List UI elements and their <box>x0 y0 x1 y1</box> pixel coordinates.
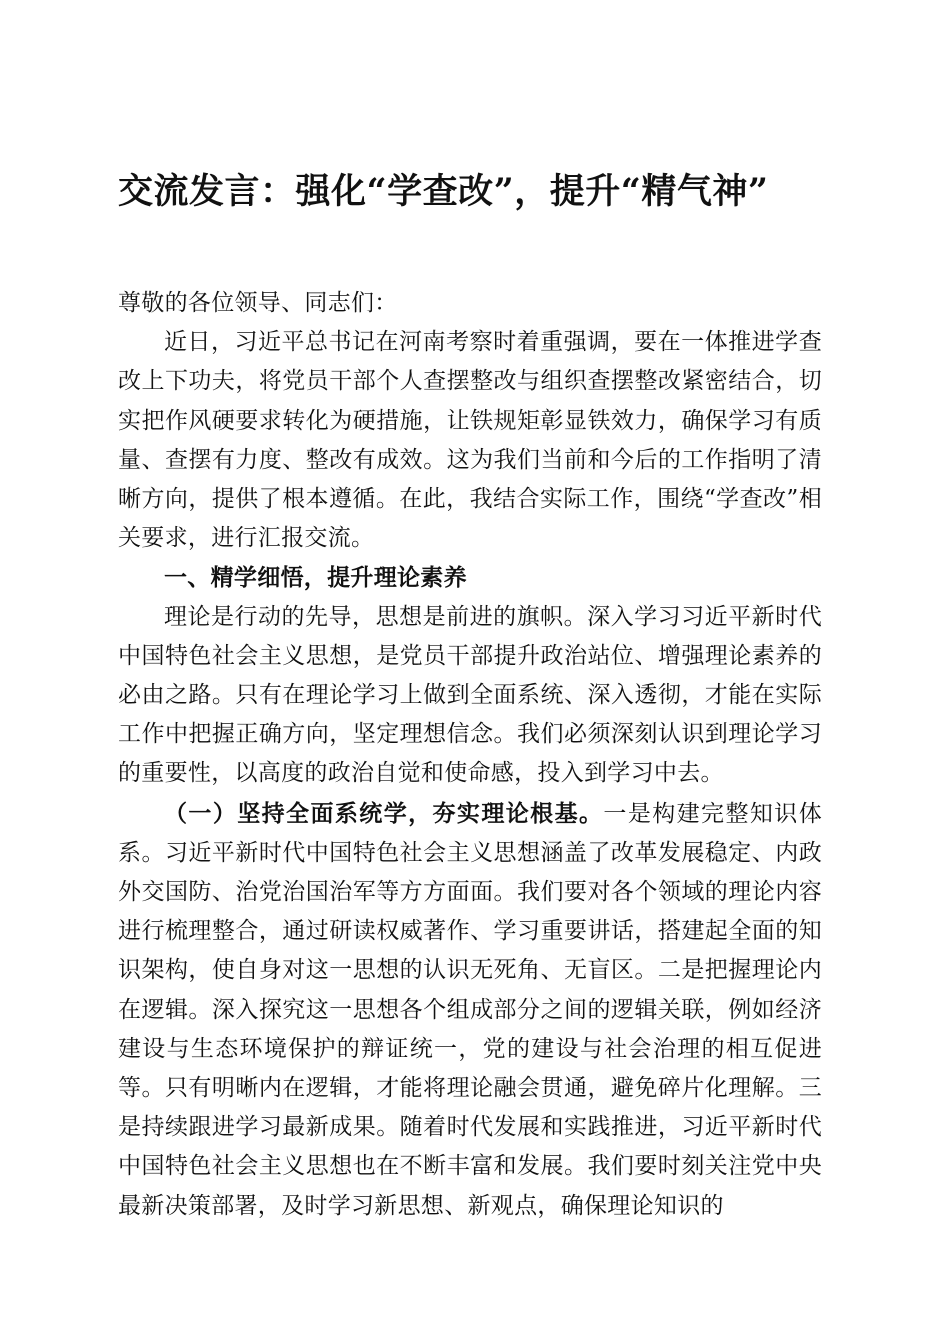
document-page <box>118 0 822 1344</box>
document-title: 交流发言：强化“学查改”，提升“精气神” <box>118 171 769 212</box>
intro-paragraph: 近日，习近平总书记在河南考察时着重强调，要在一体推进学查改上下功夫，将党员干部个人查摆整改与组织查摆整改紧密结合，切实把作风硬要求转化为硬措施，让铁规矩彰显铁效力，确保学习有质量、查摆有力度、整改有成效。这为我们当前和今后的工作指明了清晰方向，提供了根本遵循。在此，我结合实际工作，围绕“学查改”相关要求，进行汇报交流。 <box>118 329 822 552</box>
salutation: 尊敬的各位领导、同志们： <box>118 290 398 316</box>
section-paragraph: 理论是行动的先导，思想是前进的旗帜。深入学习习近平新时代中国特色社会主义思想，是党员干部提升政治站位、增强理论素养的必由之路。只有在理论学习上做到全面系统、深入透彻，才能在实际工作中把握正确方向，坚定理想信念。我们必须深刻认识到理论学习的重要性，以高度的政治自觉和使命感，投入到学习中去。 <box>118 603 822 787</box>
subsection-text: 一是构建完整知识体系。习近平新时代中国特色社会主义思想涵盖了改革发展稳定、内政外交国防、治党治国治军等方方面面。我们要对各个领域的理论内容进行梳理整合，通过研读权威著作、学习重要讲话，搭建起全面的知识架构，使自身对这一思想的认识无死角、无盲区。二是把握理论内在逻辑。深入探究这一思想各个组成部分之间的逻辑关联，例如经济建设与生态环境保护的辩证统一，党的建设与社会治理的相互促进等。只有明晰内在逻辑，才能将理论融会贯通，避免碎片化理解。三是持续跟进学习最新成果。随着时代发展和实践推进，习近平新时代中国特色社会主义思想也在不断丰富和发展。我们要时刻关注党中央最新决策部署，及时学习新思想、新观点，确保理论知识的 <box>118 800 822 1219</box>
section-heading: 一、精学细悟，提升理论素养 <box>164 564 467 592</box>
document-body <box>118 284 822 1226</box>
subsection-paragraph <box>118 794 822 1226</box>
subsection-lead: （一）坚持全面系统学，夯实理论根基。 <box>164 799 604 827</box>
